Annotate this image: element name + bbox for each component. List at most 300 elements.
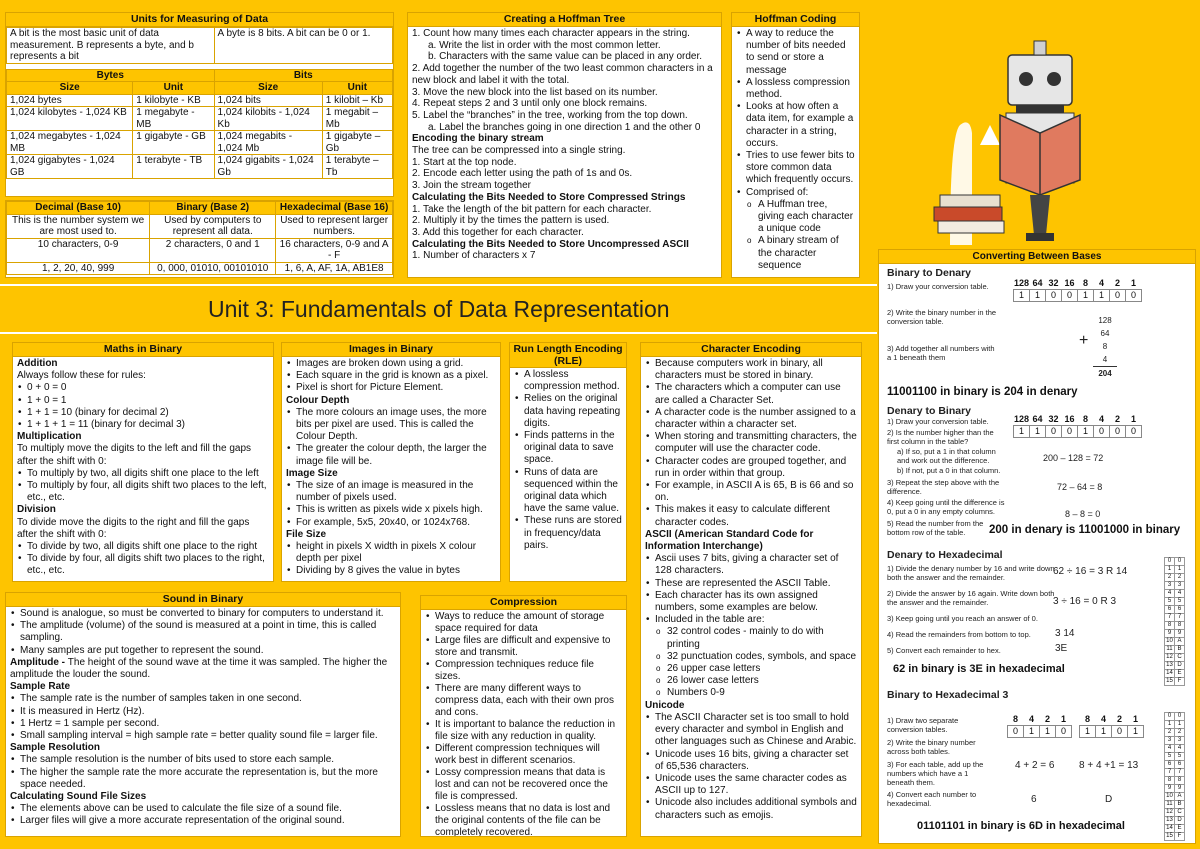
step: 3) For each table, add up the numbers which have a 1 beneath them. bbox=[887, 760, 984, 787]
calc-step: 4 + 2 = 6 bbox=[1015, 760, 1055, 771]
cell: 0 bbox=[1062, 426, 1078, 438]
step: 2. Multiply it by the times the pattern is used. bbox=[412, 215, 610, 227]
step: 2) Write the binary number in the conversion table. bbox=[887, 308, 997, 326]
cell: 2 bbox=[1110, 414, 1126, 426]
cell: 0 bbox=[1094, 426, 1110, 438]
subheading: Denary to Binary bbox=[887, 405, 972, 417]
cell: 0 bbox=[1062, 290, 1078, 302]
subheading: Denary to Hexadecimal bbox=[887, 549, 1003, 561]
compression-panel bbox=[420, 595, 627, 837]
calc-step: 8 + 4 +1 = 13 bbox=[1079, 760, 1139, 771]
cell: 1 kilobyte - KB bbox=[133, 94, 214, 107]
cell: 32 bbox=[1046, 414, 1062, 426]
hex-cell: C bbox=[1175, 654, 1185, 662]
list-item: • When storing and transmitting characters, the computer will use the character code. bbox=[645, 431, 857, 455]
list-item: • height in pixels X width in pixels X colour depth per pixel bbox=[286, 541, 496, 565]
subheading: Sample Resolution bbox=[10, 742, 101, 754]
cell: 0 bbox=[1126, 426, 1142, 438]
list-item: • To divide by four, all digits shift two places to the right, etc., etc. bbox=[17, 553, 269, 577]
cell: 1,024 kilobytes - 1,024 KB bbox=[7, 107, 133, 131]
list-item: • It is measured in Hertz (Hz). bbox=[10, 706, 396, 718]
hex-cell: B bbox=[1175, 801, 1185, 809]
compression-title: Compression bbox=[421, 596, 626, 610]
cell: 1 bbox=[1080, 726, 1096, 738]
hex-cell: 0 bbox=[1175, 713, 1185, 721]
list-item: • The more colours an image uses, the more bits per pixel are used. This is called the Colour Depth. bbox=[286, 407, 496, 444]
step: 1) Divide the denary number by 16 and write down both the answer and the remainder. bbox=[887, 564, 1055, 582]
cell: 4 bbox=[1024, 714, 1040, 726]
calc-step: 200 – 128 = 72 bbox=[1043, 453, 1104, 463]
images-title: Images in Binary bbox=[282, 343, 500, 357]
bases-table bbox=[6, 201, 393, 275]
hex-cell: F bbox=[1175, 678, 1185, 686]
hex-row bbox=[1165, 761, 1185, 769]
cell: 1, 2, 20, 40, 999 bbox=[7, 262, 150, 275]
step: 1) Draw your conversion table. bbox=[887, 417, 989, 426]
list-item: • Larger files will give a more accurate representation of the original sound. bbox=[10, 815, 396, 827]
hex-cell: 6 bbox=[1165, 606, 1175, 614]
subheading: Division bbox=[17, 504, 56, 516]
subheading: Calculating the Bits Needed to Store Compressed Strings bbox=[412, 191, 686, 203]
hex-cell: 9 bbox=[1175, 630, 1185, 638]
hex-row bbox=[1165, 582, 1185, 590]
list-item: • The sample resolution is the number of bits used to store each sample. bbox=[10, 754, 396, 766]
hex-row bbox=[1165, 737, 1185, 745]
binary-header: Binary (Base 2) bbox=[150, 202, 276, 215]
list-item: • Runs of data are sequenced within the original data which have the same value. bbox=[514, 467, 622, 516]
cell: Used to represent larger numbers. bbox=[276, 214, 393, 238]
cell: 1,024 megabytes - 1,024 MB bbox=[7, 131, 133, 155]
hex-cell: 2 bbox=[1165, 729, 1175, 737]
hex-row bbox=[1165, 630, 1185, 638]
list-item: • These runs are stored in frequency/data pairs. bbox=[514, 515, 622, 552]
cell: 1 bbox=[1128, 714, 1144, 726]
cell: 1,024 megabits - 1,024 Mb bbox=[214, 131, 322, 155]
list-item: • Many samples are put together to represent the sound. bbox=[10, 645, 396, 657]
list-item: • The sample rate is the number of samples taken in one second. bbox=[10, 693, 396, 705]
units-title: Units for Measuring of Data bbox=[6, 13, 393, 27]
cell: 32 bbox=[1046, 278, 1062, 290]
cell: 1 megabit – Mb bbox=[322, 107, 392, 131]
cell: 2 bbox=[1040, 714, 1056, 726]
step: 1. Count how many times each character appears in the string. bbox=[412, 28, 690, 39]
list-item: • Ways to reduce the amount of storage space required for data bbox=[425, 611, 622, 635]
hex-cell: E bbox=[1175, 825, 1185, 833]
list-item: • A character code is the number assigned to a character within a character set. bbox=[645, 407, 857, 431]
subheading: Calculating the Bits Needed to Store Uncompressed ASCII bbox=[412, 238, 689, 250]
hex-cell: 4 bbox=[1175, 590, 1185, 598]
cell: 1 terabyte – Tb bbox=[322, 155, 392, 179]
hex-row bbox=[1165, 785, 1185, 793]
hex-cell: A bbox=[1175, 638, 1185, 646]
subheading: Image Size bbox=[286, 467, 338, 479]
list-item: o Numbers 0-9 bbox=[645, 687, 857, 699]
calc-step: 6 bbox=[1031, 794, 1037, 805]
step: 1. Start at the top node. bbox=[412, 156, 517, 168]
list-item: • Pixel is short for Picture Element. bbox=[286, 382, 496, 394]
character-encoding-title: Character Encoding bbox=[641, 343, 861, 357]
hex-row bbox=[1165, 809, 1185, 817]
subheading: Calculating Sound File Sizes bbox=[10, 791, 147, 803]
hex-row bbox=[1165, 590, 1185, 598]
units-panel bbox=[5, 12, 394, 197]
page-title: Unit 3: Fundamentals of Data Representation bbox=[0, 284, 877, 334]
hex-cell: 14 bbox=[1166, 825, 1173, 831]
bits-header: Bits bbox=[214, 69, 392, 82]
step: 1. Take the length of the bit pattern for each character. bbox=[412, 203, 652, 215]
subheading: Amplitude - bbox=[10, 656, 68, 668]
huffman-coding-panel bbox=[731, 12, 860, 278]
cell: 1 bbox=[1014, 426, 1030, 438]
cell: 0 bbox=[1126, 290, 1142, 302]
cell: 1 bbox=[1024, 726, 1040, 738]
hex-cell: 4 bbox=[1165, 590, 1175, 598]
converting-bases-panel bbox=[878, 249, 1196, 844]
list-item: • Small sampling interval = high sample rate = better quality sound file = larger file. bbox=[10, 730, 396, 742]
hex-row bbox=[1165, 606, 1185, 614]
list-item: • 1 + 0 = 1 bbox=[17, 395, 269, 407]
list-item: • Included in the table are: bbox=[645, 614, 857, 626]
cell: 16 bbox=[1062, 414, 1078, 426]
subheading: Unicode bbox=[645, 699, 685, 711]
subheading: Multiplication bbox=[17, 431, 82, 443]
list-item: • There are many different ways to compress data, each with their own pros and cons. bbox=[425, 683, 622, 719]
step: 3. Join the stream together bbox=[412, 180, 531, 192]
table-row bbox=[7, 214, 393, 238]
list-item: • The higher the sample rate the more accurate the representation is, but the more space needed. bbox=[10, 767, 396, 791]
list-item: • This is written as pixels wide x pixels high. bbox=[286, 504, 496, 516]
cell: 128 bbox=[1013, 414, 1030, 424]
list-item: o 32 punctuation codes, symbols, and space bbox=[645, 651, 857, 663]
cell: 0 bbox=[1046, 290, 1062, 302]
robot-reading-illustration bbox=[880, 5, 1198, 245]
cell: 1,024 gigabytes - 1,024 GB bbox=[7, 155, 133, 179]
hex-row bbox=[1165, 825, 1185, 833]
hex-cell: 3 bbox=[1165, 582, 1175, 590]
list-item: • The ASCII Character set is too small to hold every character and symbol in English and other languages such as Chinese and Arabic. bbox=[645, 712, 857, 749]
hex-cell: 7 bbox=[1175, 769, 1185, 777]
step: 1) Draw your conversion table. bbox=[887, 282, 989, 291]
list-item: • Images are broken down using a grid. bbox=[286, 358, 496, 370]
step: a. Label the branches going in one direction 1 and the other 0 bbox=[428, 121, 701, 133]
hex-row bbox=[1165, 721, 1185, 729]
result-text: 01101101 in binary is 6D in hexadecimal bbox=[917, 820, 1125, 832]
hex-cell: C bbox=[1175, 809, 1185, 817]
hex-cell: 15 bbox=[1166, 678, 1173, 684]
step: 5) Read the number from the bottom row of the table. bbox=[887, 519, 984, 537]
calc-step: D bbox=[1105, 794, 1113, 805]
sum-column bbox=[1093, 314, 1117, 380]
maths-panel bbox=[12, 342, 274, 582]
hex-row bbox=[1165, 574, 1185, 582]
hex-cell: 13 bbox=[1166, 662, 1173, 668]
text: To divide move the digits to the right and fill the gaps after the shift with 0: bbox=[17, 516, 250, 540]
hex-cell: 8 bbox=[1165, 777, 1175, 785]
list-item: • The greater the colour depth, the larger the image file will be. bbox=[286, 443, 496, 467]
units-def-right: A byte is 8 bits. A bit can be 0 or 1. bbox=[214, 28, 392, 64]
hex-cell: 7 bbox=[1175, 614, 1185, 622]
hex-row bbox=[1165, 817, 1185, 825]
step: 3. Move the new block into the list based on its number. bbox=[412, 86, 658, 98]
hex-row bbox=[1165, 729, 1185, 737]
units-def-left: A bit is the most basic unit of data measurement. B represents a byte, and b represents a bit bbox=[7, 28, 215, 64]
list-item: • Lossless means that no data is lost and the original contents of the file can be completely recovered. bbox=[425, 803, 622, 837]
step: b) If not, put a 0 in that column. bbox=[897, 466, 1001, 475]
hex-row bbox=[1165, 753, 1185, 761]
hex-cell: 1 bbox=[1165, 721, 1175, 729]
hex-cell: F bbox=[1175, 833, 1185, 841]
hex-cell: 7 bbox=[1165, 769, 1175, 777]
list-item: o 26 upper case letters bbox=[645, 663, 857, 675]
images-panel bbox=[281, 342, 501, 582]
size-header: Size bbox=[7, 82, 133, 95]
hex-cell: 0 bbox=[1175, 558, 1185, 566]
cell: Used by computers to represent all data. bbox=[150, 214, 276, 238]
step: a) If so, put a 1 in that column and work out the difference. bbox=[897, 447, 996, 465]
maths-title: Maths in Binary bbox=[13, 343, 273, 357]
list-item: • It is important to balance the reduction in file size with any reduction in quality. bbox=[425, 719, 622, 743]
cell: 1 megabyte - MB bbox=[133, 107, 214, 131]
step: 2) Write the binary number across both tables. bbox=[887, 738, 976, 756]
hex-cell: 12 bbox=[1166, 809, 1173, 815]
sum-total: 204 bbox=[1093, 366, 1117, 380]
cell: 1 bbox=[1126, 414, 1142, 426]
cell: 1 bbox=[1096, 726, 1112, 738]
calc-step: 3 ÷ 16 = 0 R 3 bbox=[1053, 596, 1117, 607]
hex-row bbox=[1165, 713, 1185, 721]
hex-cell: 7 bbox=[1165, 614, 1175, 622]
hex-cell: 6 bbox=[1175, 606, 1185, 614]
hex-row bbox=[1165, 678, 1185, 686]
hex-cell: 6 bbox=[1165, 761, 1175, 769]
decimal-header: Decimal (Base 10) bbox=[7, 202, 150, 215]
step: 2. Add together the number of the two least common characters in a new block and label it with the total. bbox=[412, 63, 713, 86]
hex-cell: 5 bbox=[1165, 598, 1175, 606]
cell: 16 characters, 0-9 and A - F bbox=[276, 238, 393, 262]
cell: 8 bbox=[1078, 278, 1094, 290]
hex-cell: 11 bbox=[1166, 646, 1173, 652]
units-table bbox=[6, 27, 393, 179]
hex-cell: 9 bbox=[1165, 785, 1175, 793]
step: 4) Convert each number to hexadecimal. bbox=[887, 790, 977, 808]
list-item: • To multiply by four, all digits shift two places to the left, etc., etc. bbox=[17, 480, 269, 504]
hex-cell: 14 bbox=[1166, 670, 1173, 676]
list-item: • The elements above can be used to calculate the file size of a sound file. bbox=[10, 803, 396, 815]
list-item: • Tries to use fewer bits to store common data which frequently occurs. bbox=[736, 150, 855, 187]
list-item: • Ascii uses 7 bits, giving a character set of 128 characters. bbox=[645, 553, 857, 577]
hex-cell: 4 bbox=[1175, 745, 1185, 753]
cell: 1 terabyte - TB bbox=[133, 155, 214, 179]
hex-cell: 8 bbox=[1165, 622, 1175, 630]
cell: 1,024 gigabits - 1,024 Gb bbox=[214, 155, 322, 179]
list-item: • Unicode uses the same character codes as ASCII up to 127. bbox=[645, 773, 857, 797]
list-item: • For example, 5x5, 20x40, or 1024x768. bbox=[286, 517, 496, 529]
step: 4. Repeat steps 2 and 3 until only one block remains. bbox=[412, 98, 648, 110]
list-item: • Unicode uses 16 bits, giving a character set of 65,536 characters. bbox=[645, 749, 857, 773]
cell: 10 characters, 0-9 bbox=[7, 238, 150, 262]
table-row bbox=[7, 155, 393, 179]
unit-header: Unit bbox=[322, 82, 392, 95]
list-item: • 0 + 0 = 0 bbox=[17, 382, 269, 394]
hex-row bbox=[1165, 638, 1185, 646]
list-item: • 1 + 1 + 1 = 11 (binary for decimal 3) bbox=[17, 419, 269, 431]
cell: 0 bbox=[1056, 726, 1072, 738]
sum-value: 128 bbox=[1098, 316, 1112, 325]
list-item: • The characters which a computer can use are called a Character Set. bbox=[645, 382, 857, 406]
cell: 1 bbox=[1014, 290, 1030, 302]
hex-cell: 0 bbox=[1165, 558, 1175, 566]
cell: 1,024 bytes bbox=[7, 94, 133, 107]
cell: 0 bbox=[1046, 426, 1062, 438]
conversion-table bbox=[1013, 414, 1142, 438]
subheading: File Size bbox=[286, 528, 327, 540]
text: To multiply move the digits to the left and fill the gaps after the shift with 0: bbox=[17, 443, 252, 467]
cell: 16 bbox=[1062, 278, 1078, 290]
step: 4) Keep going until the difference is 0, put a 0 in any empty columns. bbox=[887, 498, 1005, 516]
list-item: • Lossy compression means that data is lost and can not be recovered once the file is compressed. bbox=[425, 767, 622, 803]
cell: 0 bbox=[1110, 426, 1126, 438]
hex-cell: 8 bbox=[1175, 622, 1185, 630]
hex-cell: 1 bbox=[1175, 566, 1185, 574]
cell: This is the number system we are most used to. bbox=[7, 214, 150, 238]
conversion-table-b bbox=[1079, 714, 1144, 738]
hex-cell: 3 bbox=[1175, 737, 1185, 745]
list-item: • Relies on the original data having repeating digits. bbox=[514, 393, 622, 430]
hex-cell: 9 bbox=[1165, 630, 1175, 638]
list-item: • Comprised of: bbox=[736, 187, 855, 199]
cell: 1 bbox=[1126, 278, 1142, 290]
bases-panel bbox=[5, 200, 394, 278]
subheading: Binary to Hexadecimal 3 bbox=[887, 689, 1009, 701]
hex-lookup-table bbox=[1164, 557, 1185, 686]
table-row bbox=[7, 94, 393, 107]
step: 1. Number of characters x 7 bbox=[412, 250, 536, 262]
size-header: Size bbox=[214, 82, 322, 95]
sound-title: Sound in Binary bbox=[6, 593, 400, 607]
hex-row bbox=[1165, 793, 1185, 801]
calc-step: 8 – 8 = 0 bbox=[1065, 509, 1101, 519]
hex-cell: B bbox=[1175, 646, 1185, 654]
result-text: 62 in binary is 3E in hexadecimal bbox=[893, 663, 1065, 675]
hex-cell: 2 bbox=[1175, 729, 1185, 737]
calc-step: 72 – 64 = 8 bbox=[1057, 482, 1103, 492]
cell: 64 bbox=[1030, 414, 1046, 426]
hex-row bbox=[1165, 745, 1185, 753]
hex-cell: 3 bbox=[1175, 582, 1185, 590]
hex-row bbox=[1165, 769, 1185, 777]
cell: 4 bbox=[1094, 278, 1110, 290]
hex-cell: A bbox=[1175, 793, 1185, 801]
cell: 8 bbox=[1078, 414, 1094, 426]
result-text: 200 in denary is 11001000 in binary bbox=[989, 524, 1181, 536]
step: 2) Divide the answer by 16 again. Write down both the answer and the remainder. bbox=[887, 589, 1055, 607]
hex-row bbox=[1165, 566, 1185, 574]
hex-cell: 2 bbox=[1175, 574, 1185, 582]
step: 4) Read the remainders from bottom to top. bbox=[887, 630, 1031, 639]
hex-row bbox=[1165, 662, 1185, 670]
hex-cell: 10 bbox=[1166, 793, 1173, 799]
list-item: • The size of an image is measured in the number of pixels used. bbox=[286, 480, 496, 504]
huffman-tree-title: Creating a Hoffman Tree bbox=[408, 13, 721, 27]
subheading: ASCII (American Standard Code for Information Interchange) bbox=[645, 528, 814, 553]
character-encoding-panel bbox=[640, 342, 862, 837]
cell: 4 bbox=[1096, 714, 1112, 726]
hex-cell: 4 bbox=[1165, 745, 1175, 753]
cell: 1 bbox=[1030, 290, 1046, 302]
list-item: • For example, in ASCII A is 65, B is 66 and so on. bbox=[645, 480, 857, 504]
cell: 1,024 bits bbox=[214, 94, 322, 107]
sum-value: 8 bbox=[1102, 342, 1108, 351]
step: 2. Encode each letter using the path of 1s and 0s. bbox=[412, 168, 633, 180]
hex-cell: E bbox=[1175, 670, 1185, 678]
hex-cell: 5 bbox=[1165, 753, 1175, 761]
rle-panel bbox=[509, 342, 627, 582]
hex-cell: 11 bbox=[1166, 801, 1173, 807]
huffman-tree-panel bbox=[407, 12, 722, 278]
hex-cell: 15 bbox=[1166, 833, 1173, 839]
cell: 1, 6, A, AF, 1A, AB1E8 bbox=[276, 262, 393, 275]
list-item: • Compression techniques reduce file sizes. bbox=[425, 659, 622, 683]
hex-cell: 0 bbox=[1165, 713, 1175, 721]
cell: 128 bbox=[1013, 278, 1030, 288]
list-item: • A way to reduce the number of bits needed to send or store a message bbox=[736, 28, 855, 77]
result-text: 11001100 in binary is 204 in denary bbox=[887, 386, 1078, 398]
cell: 1,024 kilobits - 1,024 Kb bbox=[214, 107, 322, 131]
list-item: • Sound is analogue, so must be converted to binary for computers to understand it. bbox=[10, 608, 396, 620]
hex-row bbox=[1165, 598, 1185, 606]
cell: 0 bbox=[1008, 726, 1024, 738]
bytes-header: Bytes bbox=[7, 69, 215, 82]
conversion-table-a bbox=[1007, 714, 1072, 738]
text: The height of the sound wave at the time it was sampled. The higher the amplitude the louder the sound. bbox=[10, 656, 388, 681]
cell: 2 bbox=[1112, 714, 1128, 726]
sound-panel bbox=[5, 592, 401, 837]
step: a. Write the list in order with the most common letter. bbox=[428, 39, 661, 51]
cell: 0, 000, 01010, 00101010 bbox=[150, 262, 276, 275]
hex-cell: 1 bbox=[1165, 566, 1175, 574]
hex-row bbox=[1165, 654, 1185, 662]
list-item: • These are represented the ASCII Table. bbox=[645, 578, 857, 590]
step: 5. Label the “branches” in the tree, working from the top down. bbox=[412, 109, 688, 121]
plus-sign: + bbox=[1079, 332, 1089, 349]
subheading: Encoding the binary stream bbox=[412, 133, 544, 145]
sum-value: 64 bbox=[1100, 329, 1110, 338]
hex-cell: 8 bbox=[1175, 777, 1185, 785]
list-item: • This makes it easy to calculate different character codes. bbox=[645, 504, 857, 528]
hex-row bbox=[1165, 777, 1185, 785]
cell: 1 kilobit – Kb bbox=[322, 94, 392, 107]
calc-step: 3 14 bbox=[1055, 628, 1075, 639]
list-item: • Looks at how often a data item, for example a character in a string, occurs. bbox=[736, 101, 855, 150]
list-item: • A lossless compression method. bbox=[514, 369, 622, 393]
cell: 4 bbox=[1094, 414, 1110, 426]
hex-cell: D bbox=[1175, 817, 1185, 825]
cell: 2 characters, 0 and 1 bbox=[150, 238, 276, 262]
list-item: • A lossless compression method. bbox=[736, 77, 855, 101]
hex-row bbox=[1165, 558, 1185, 566]
amplitude-text bbox=[10, 657, 396, 681]
list-item: o A Huffman tree, giving each character a unique code bbox=[736, 199, 855, 236]
list-item: • Unicode also includes additional symbols and characters such as emojis. bbox=[645, 797, 857, 821]
list-item: • Each square in the grid is known as a pixel. bbox=[286, 370, 496, 382]
unit-header: Unit bbox=[133, 82, 214, 95]
step: b. Characters with the same value can be placed in any order. bbox=[428, 51, 703, 63]
table-row bbox=[7, 262, 393, 275]
rle-title: Run Length Encoding (RLE) bbox=[510, 343, 626, 368]
cell: 64 bbox=[1030, 278, 1046, 290]
hex-row bbox=[1165, 670, 1185, 678]
hex-cell: 12 bbox=[1166, 654, 1173, 660]
